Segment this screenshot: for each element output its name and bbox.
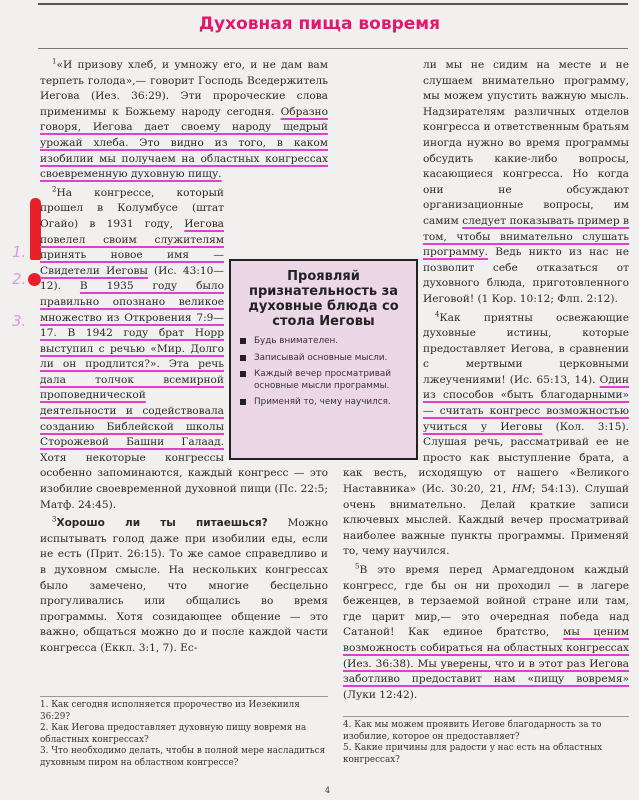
study-questions-left bbox=[40, 700, 328, 770]
paragraph-number: 3 bbox=[52, 515, 57, 524]
bullet-square-icon bbox=[240, 355, 246, 361]
box-title: Проявляй признательность за духовные блюда со стола Иеговы bbox=[248, 269, 399, 329]
box-item-text: Каждый вечер просматривай основные мысли программы. bbox=[254, 369, 391, 391]
study-question: 4. Как мы можем проявить Иегове благодарность за то изобилие, которое он предоставляет? bbox=[343, 720, 602, 742]
study-question: 2. Как Иегова предоставляет духовную пищу вовремя на областных конгрессах? bbox=[40, 723, 307, 745]
highlighted-text: Иегова повелел своим служителям принять новое имя — Свидетели Иеговы bbox=[40, 217, 224, 277]
footnote-divider bbox=[343, 716, 629, 717]
study-question: 5. Какие причины для радости у нас есть на областных конгрессах? bbox=[343, 743, 603, 765]
study-question: 3. Что необходимо делать, чтобы в полной мере насладиться духовным пиром на областном конгрессе? bbox=[40, 746, 326, 768]
paragraph-number: 5 bbox=[355, 562, 360, 571]
box-item-text: Записывай основные мысли. bbox=[254, 352, 388, 363]
paragraph-text: (Луки 12:42). bbox=[343, 688, 418, 701]
paragraph-text: Ведь никто из нас не позволит себе отказаться от духовного блюда, приготовленного Иеговой! (1 Кор. 10:12; Флп. 2:12). bbox=[423, 246, 629, 305]
page-title: Духовная пища вовремя bbox=[198, 14, 441, 34]
handwritten-mark-2: 2. bbox=[12, 270, 27, 288]
paragraph-text: (Ис. 43:10—12). bbox=[40, 264, 225, 293]
highlighted-text: Один из способов «быть благодарными» — считать конгресс возможностью учиться у Иеговы bbox=[423, 373, 629, 433]
bullet-square-icon bbox=[240, 371, 246, 377]
title-rule bbox=[38, 48, 628, 49]
paragraph-1 bbox=[40, 58, 328, 183]
study-questions-right bbox=[343, 720, 629, 766]
paragraph-number: 2 bbox=[52, 185, 57, 194]
study-question: 1. Как сегодня исполняется пророчество из Иезекииля 36:29? bbox=[40, 700, 300, 722]
paragraph-text: Хотя некоторые конгрессы особенно запоминаются, каждый конгресс — это изобилие своевременной духовной пищи (Пс. 22:5; Матф. 24:45). bbox=[40, 451, 328, 511]
highlighted-text: следует показывать пример в том, чтобы внимательно слушать программу. bbox=[423, 214, 629, 259]
bullet-square-icon bbox=[240, 338, 246, 344]
paragraph-5 bbox=[343, 563, 629, 703]
paragraph-text: (Кол. 3:15). Слушая речь, рассматривай ее не просто как выступление брата, а как весть, исходящую от нашего «Великого Наставника» (Ис. 30:20, 21, bbox=[343, 420, 629, 496]
highlighted-text: В 1935 году было правильно опознано великое множество из Откровения 7:9—17. В 1942 году брат Норр выступил с речью «Мир. Долго ли он продлится?». Эта речь дала толчок всемирной проповеднической деятельности и содействовала созданию Библейской школы Сторожевой Башни Галаад. bbox=[40, 280, 224, 449]
paragraph-3 bbox=[40, 516, 328, 656]
box-spacer bbox=[343, 252, 423, 462]
bullet-square-icon bbox=[240, 399, 246, 405]
highlighted-text: мы ценим возможность собираться на областных конгрессах (Иез. 36:38). Мы уверены, что и в этот раз Иегова заботливо предоставит нам «пищу вовремя» bbox=[343, 626, 629, 686]
paragraph-text: Как приятны освежающие духовные истины, которые предоставляет Иегова, в сравнении с мертвыми церковными лжеучениями! (Ис. 65:13, 14). bbox=[423, 311, 629, 386]
footnote-divider bbox=[40, 696, 328, 697]
paragraph-text: ли мы не сидим на месте и не слушаем внимательно программу, мы можем упустить важную мысль. Надзирателям различных отделов конгресса и ответственным братьям иногда нужно во время программы обсудить какие-либо вопросы, касающиеся конгресса. Но когда они не обсуждают организационные вопросы, им самим bbox=[423, 59, 629, 227]
box-item-text: Применяй то, чему научился. bbox=[254, 397, 391, 407]
paragraph-text: В это время перед Армагеддоном каждый конгресс, где бы он ни проходил — в лагере беженцев, в терзаемой войной стране или там, где царит мир,— это очередная победа над Сатаной! Как единое братство, bbox=[343, 564, 629, 639]
highlighted-text: Образно говоря, Иегова дает своему народу щедрый урожай хлеба. Это видно из того, в каком изобилии мы получаем на областных конгрессах своевременную духовную пищу. bbox=[40, 105, 328, 181]
paragraph-text: Можно испытывать голод даже при изобилии еды, если не есть (Прит. 26:15). То же самое справедливо и в духовном смысле. На нескольких конгрессах было замечено, что многие бесцельно прогуливались или общались во время программы. Хотя созидающее общение — это важно, общаться можно до и после каждой части конгресса (Еккл. 3:1, 7). Ес- bbox=[40, 517, 328, 654]
page-number: 4 bbox=[325, 786, 331, 795]
handwritten-mark-1: 1. bbox=[12, 243, 27, 261]
box-item-text: Будь внимателен. bbox=[254, 336, 339, 346]
paragraph-number: 4 bbox=[435, 309, 440, 318]
right-column bbox=[343, 58, 629, 710]
paragraph-text: ; 54:13). Слушай очень внимательно. Делай краткие записи ключевых мыслей. Каждый вечер просматривай наиболее важные пункты программы. Применяй то, чему научился. bbox=[343, 483, 629, 558]
handwritten-mark-3: 3. bbox=[12, 312, 27, 330]
abbreviation-nm: НМ bbox=[511, 483, 532, 496]
top-rule bbox=[38, 3, 628, 5]
subheading: Хорошо ли ты питаешься? bbox=[56, 517, 268, 530]
paragraph-number: 1 bbox=[52, 57, 57, 66]
paragraph-text: «И призову хлеб, и умножу его, и не дам вам терпеть голода»,— говорит Господь Вседержитель Иегова (Иез. 36:29). Эти пророческие слова применимы к Божьему народу сегодня. bbox=[40, 59, 328, 118]
paragraph-text: На конгрессе, который прошел в Колумбусе (штат Огайо) в 1931 году, bbox=[40, 186, 224, 230]
